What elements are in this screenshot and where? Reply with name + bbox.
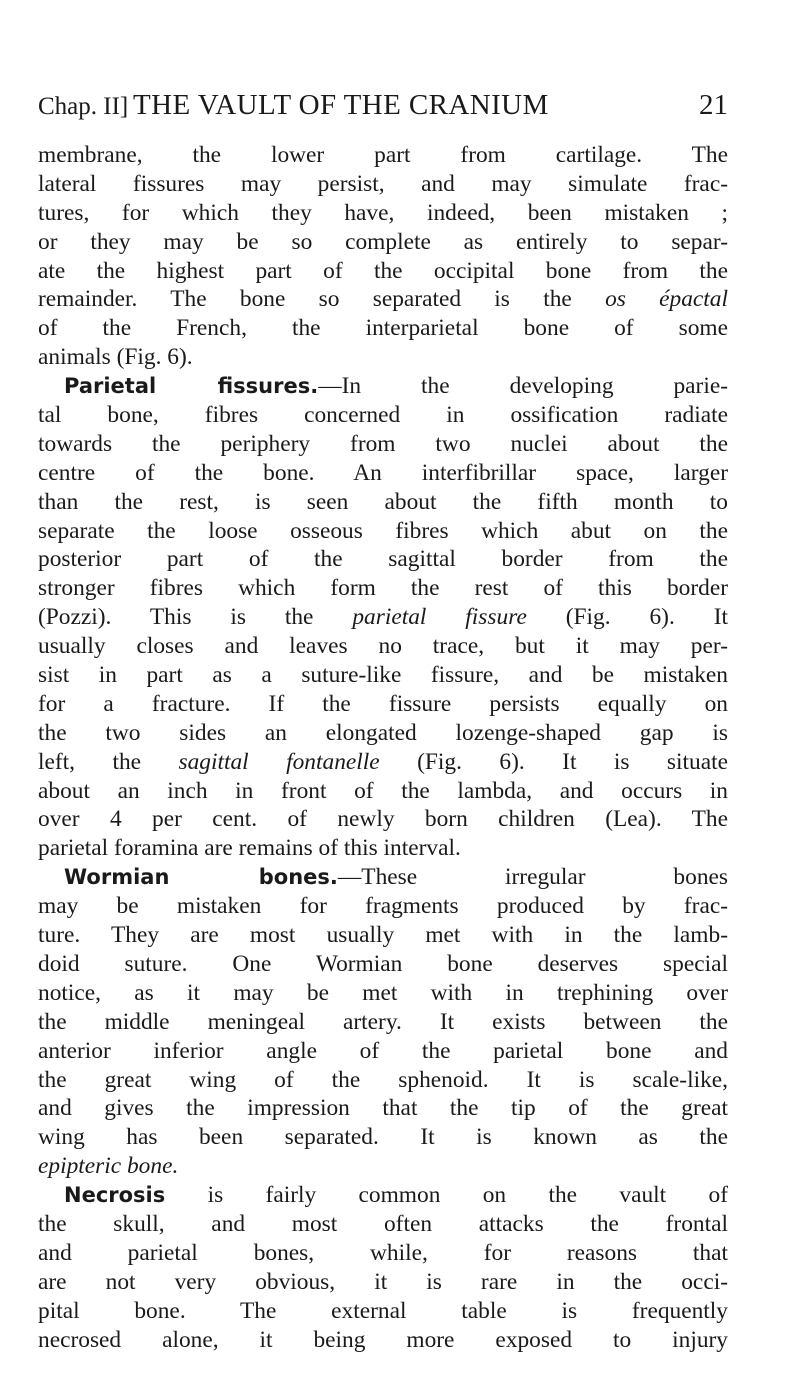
- text-run: tures, for which they have, indeed, been mistaken ;: [38, 199, 728, 226]
- text-line: [38, 834, 728, 863]
- text-run: ate the highest part of the occipital bone from the: [38, 257, 728, 284]
- text-line: [38, 1152, 728, 1181]
- text-line: [38, 661, 728, 690]
- text-run: anterior inferior angle of the parietal bone and: [38, 1037, 728, 1064]
- text-line: [38, 603, 728, 632]
- text-run: or they may be so complete as entirely to separ-: [38, 228, 728, 255]
- text-line: [38, 805, 728, 834]
- text-line: [38, 401, 728, 430]
- text-line: [38, 257, 728, 286]
- text-line: [38, 1123, 728, 1152]
- text-run: the two sides an elongated lozenge-shaped gap is: [38, 719, 728, 746]
- text-run: animals (Fig. 6).: [38, 344, 193, 371]
- text-line: [38, 574, 728, 603]
- text-line: [38, 892, 728, 921]
- italic-term: sagittal fontanelle: [178, 748, 380, 775]
- text-run: doid suture. One Wormian bone deserves special: [38, 950, 728, 977]
- text-run: are not very obvious, it is rare in the occi-: [38, 1268, 728, 1295]
- text-run: towards the periphery from two nuclei about the: [38, 430, 728, 457]
- text-line: [38, 690, 728, 719]
- run-in-heading: Necrosis: [64, 1183, 166, 1208]
- text-run: (Fig. 6). It is situate: [379, 748, 728, 775]
- text-line: [38, 199, 728, 228]
- text-line: [38, 777, 728, 806]
- text-run: left, the: [38, 748, 179, 775]
- text-line: [38, 285, 728, 314]
- text-line: [38, 1008, 728, 1037]
- text-line: [38, 228, 728, 257]
- text-line: [38, 1181, 728, 1210]
- text-run: separate the loose osseous fibres which abut on the: [38, 517, 728, 544]
- text-run: about an inch in front of the lambda, and occurs in: [38, 777, 728, 804]
- text-run: pital bone. The external table is frequently: [38, 1297, 728, 1324]
- text-run: sist in part as a suture-like fissure, and be mistaken: [38, 662, 728, 689]
- text-run: the great wing of the sphenoid. It is scale-like,: [38, 1066, 728, 1093]
- text-run: over 4 per cent. of newly born children (Lea). The: [38, 806, 728, 833]
- text-run: centre of the bone. An interfibrillar space, larger: [38, 459, 728, 486]
- text-line: [38, 1326, 728, 1355]
- text-line: [38, 1094, 728, 1123]
- text-line: [38, 719, 728, 748]
- text-run: usually closes and leaves no trace, but it may per-: [38, 633, 728, 660]
- text-run: than the rest, is seen about the fifth month to: [38, 488, 728, 515]
- page-number: 21: [699, 89, 728, 121]
- run-in-heading: Wormian bones.: [64, 865, 338, 890]
- text-line: [38, 1268, 728, 1297]
- text-run: membrane, the lower part from cartilage. The: [38, 142, 728, 168]
- text-run: ture. They are most usually met with in the lamb-: [38, 922, 728, 949]
- text-run: —In the developing parie-: [318, 373, 728, 400]
- text-line: [38, 632, 728, 661]
- italic-term: os épactal: [605, 286, 728, 313]
- chapter-label: Chap. II]: [38, 93, 129, 120]
- text-run: the skull, and most often attacks the frontal: [38, 1210, 728, 1237]
- text-run: remainder. The bone so separated is the: [38, 286, 606, 313]
- body-text: [38, 141, 728, 1354]
- text-run: lateral fissures may persist, and may simulate frac-: [38, 170, 728, 197]
- text-line: [38, 950, 728, 979]
- text-line: [38, 979, 728, 1008]
- text-line: [38, 1066, 728, 1095]
- text-run: for a fracture. If the fissure persists equally on: [38, 690, 728, 717]
- text-run: tal bone, fibres concerned in ossification radiate: [38, 402, 728, 429]
- text-run: of the French, the interparietal bone of some: [38, 315, 728, 342]
- run-in-heading: Parietal fissures.: [64, 374, 319, 399]
- page-title: THE VAULT OF THE CRANIUM: [133, 89, 549, 121]
- text-run: (Pozzi). This is the: [38, 604, 353, 631]
- text-run: and parietal bones, while, for reasons that: [38, 1239, 728, 1266]
- text-run: parietal foramina are remains of this interval.: [38, 835, 461, 862]
- text-line: [38, 141, 728, 170]
- text-line: [38, 748, 728, 777]
- text-line: [38, 459, 728, 488]
- text-line: [38, 314, 728, 343]
- text-line: [38, 488, 728, 517]
- text-line: [38, 545, 728, 574]
- text-line: [38, 343, 728, 372]
- text-run: may be mistaken for fragments produced by frac-: [38, 893, 728, 920]
- text-line: [38, 372, 728, 401]
- text-line: [38, 170, 728, 199]
- text-run: —These irregular bones: [337, 864, 728, 891]
- text-line: [38, 430, 728, 459]
- text-line: [38, 863, 728, 892]
- text-run: notice, as it may be met with in trephining over: [38, 979, 728, 1006]
- text-line: [38, 921, 728, 950]
- text-run: posterior part of the sagittal border from the: [38, 546, 728, 573]
- text-run: necrosed alone, it being more exposed to injury: [38, 1326, 728, 1353]
- italic-term: epipteric bone.: [38, 1153, 179, 1180]
- text-run: stronger fibres which form the rest of this border: [38, 575, 728, 602]
- text-run: (Fig. 6). It: [526, 604, 728, 631]
- text-line: [38, 1297, 728, 1326]
- text-run: wing has been separated. It is known as the: [38, 1124, 728, 1151]
- text-line: [38, 517, 728, 546]
- text-line: [38, 1210, 728, 1239]
- text-line: [38, 1037, 728, 1066]
- text-line: [38, 1239, 728, 1268]
- text-run: the middle meningeal artery. It exists between the: [38, 1008, 728, 1035]
- italic-term: parietal fissure: [352, 604, 527, 631]
- text-run: is fairly common on the vault of: [165, 1182, 728, 1209]
- text-run: and gives the impression that the tip of the great: [38, 1095, 728, 1122]
